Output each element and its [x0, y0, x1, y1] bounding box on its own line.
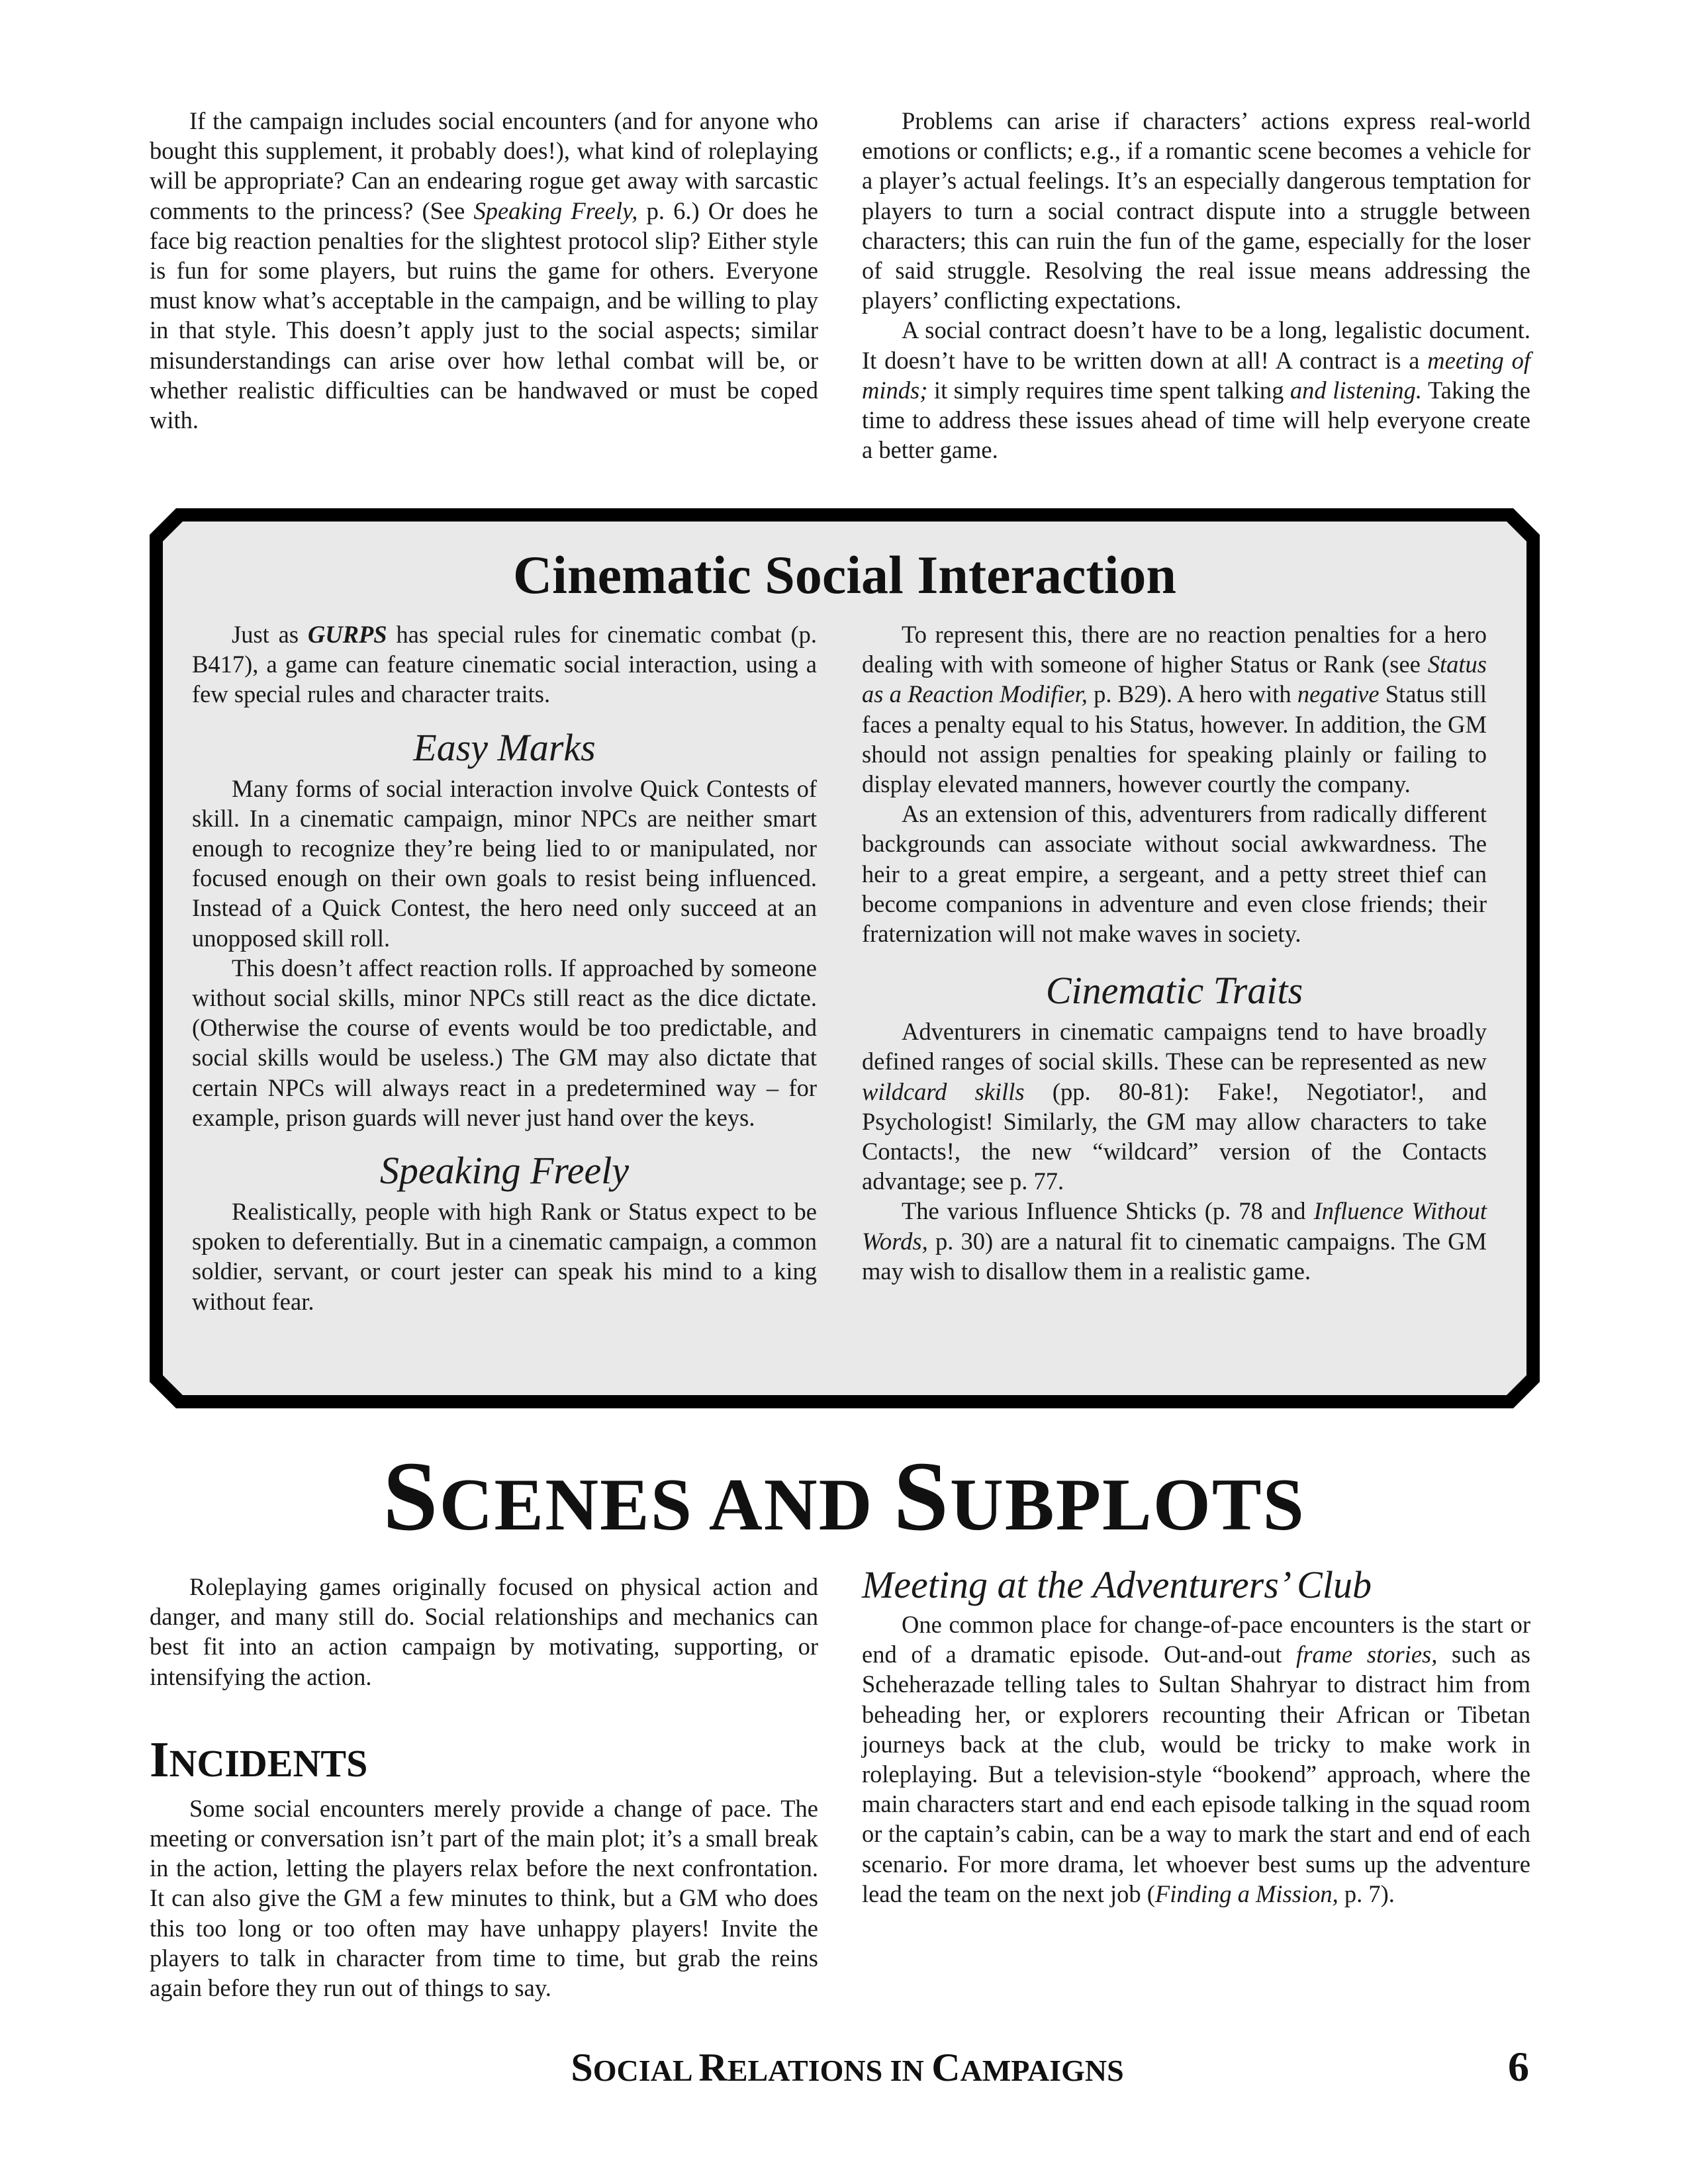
- speaking-freely-paragraph: Realistically, people with high Rank or Status expect to be spoken to deferentially. But in a cinematic campaign, a common soldier, servant, or court jester can speak his mind to a king without fear.: [192, 1198, 817, 1315]
- paragraph-social-contract: A social contract doesn’t have to be a long, legalistic document. It doesn’t have to be written down at all! A contract is a meeting of minds; it simply requires time spent talking and listening. Taking the time to address these issues ahead of time will help everyone create a better game.: [862, 316, 1531, 464]
- running-footer: SOCIAL RELATIONS IN CAMPAIGNS: [571, 2046, 1124, 2089]
- adventurers-club-heading: Meeting at the Adventurers’ Club: [862, 1563, 1372, 1606]
- sidebar-extension-paragraph: As an extension of this, adventurers from radically different backgrounds can associate without social awkwardness. The heir to a great empire, a sergeant, and a petty street thief can become companions in adventure and even close friends; their fraternization will not make waves in society.: [862, 800, 1487, 948]
- top-right-column: [862, 106, 1530, 465]
- sidebar-status-paragraph: To represent this, there are no reaction penalties for a hero dealing with with someone of higher Status or Rank (see Status as a Reaction Modifier, p. B29). A hero with negative Status still faces a penalty equal to his Status, however. In addition, the GM should not assign penalties for speaking plainly or failing to display elevated manners, however courtly the company.: [862, 621, 1487, 798]
- sidebar-title: Cinematic Social Interaction: [512, 545, 1177, 605]
- sidebar-intro: Just as GURPS has special rules for cinematic combat (p. B417), a game can feature cinematic social interaction, using a few special rules and character traits.: [192, 621, 817, 708]
- easy-marks-paragraph-1: Many forms of social interaction involve Quick Contests of skill. In a cinematic campaign, minor NPCs are neither smart enough to recognize they’re being lied to or manipulated, nor focused enough on their own goals to resist being influenced. Instead of a Quick Contest, the hero need only succeed at an unopposed skill roll.: [192, 774, 817, 952]
- scenes-intro-paragraph: Roleplaying games originally focused on physical action and danger, and many still do. Social relationships and mechanics can best fit into an action campaign by motivating, supporting, or intensifying the action.: [150, 1573, 818, 1690]
- cinematic-traits-heading: Cinematic Traits: [1045, 969, 1303, 1013]
- incidents-heading: INCIDENTS: [150, 1731, 368, 1788]
- top-left-column: [150, 106, 818, 435]
- cinematic-traits-paragraph-1: Adventurers in cinematic campaigns tend to have broadly defined ranges of social skills. These can be represented as new wildcard skills (pp. 80-81): Fake!, Negotiator!, and Psychologist! Similarly, the GM may allow characters to take Contacts!, the new “wildcard” version of the Contacts advantage; see p. 77.: [862, 1018, 1487, 1195]
- adventurers-club-paragraph: One common place for change-of-pace encounters is the start or end of a dramatic episode. Out-and-out frame stories, such as Scheherazade telling tales to Sultan Shahryar to distract him from beheading her, or explorers recounting their African or Tibetan journeys back at the club, would be tricky to make work in roleplaying. But a television-style “bookend” approach, where the main characters start and end each episode talking in the squad room or the captain’s cabin, can be a way to mark the start and end of each scenario. For more drama, let whoever best sums up the adventure lead the team on the next job (Finding a Mission, p. 7).: [862, 1611, 1530, 1907]
- speaking-freely-heading: Speaking Freely: [379, 1149, 630, 1193]
- page-number: 6: [1508, 2043, 1529, 2090]
- paragraph-problems: Problems can arise if characters’ actions express real-world emotions or conflicts; e.g., if a romantic scene becomes a vehicle for a player’s actual feelings. It’s an especially dangerous temptation for players to turn a social contract dispute into a struggle between characters; this can ruin the fun of the game, especially for the loser of said struggle. Resolving the real issue means addressing the players’ conflicting expectations.: [862, 107, 1530, 314]
- incidents-paragraph: Some social encounters merely provide a change of pace. The meeting or conversation isn’t part of the main plot; it’s a small break in the action, letting the players relax before the next confrontation. It can also give the GM a few minutes to think, but a GM who does this too long or too often may have unhappy players! Invite the players to talk in character from time to time, but grab the reins again before they run out of things to say.: [150, 1794, 818, 2002]
- bottom-left-column: [150, 1572, 818, 2003]
- easy-marks-paragraph-2: This doesn’t affect reaction rolls. If approached by someone without social skills, minor NPCs still react as the dice dictate. (Otherwise the course of events would be too predictable, and social skills would be useless.) The GM may also dictate that certain NPCs will always react in a predetermined way – for example, prison guards will never just hand over the keys.: [192, 954, 817, 1131]
- sidebar-right-column: [862, 619, 1487, 1286]
- chapter-title: SCENES AND SUBPLOTS: [383, 1441, 1305, 1551]
- paragraph-campaign-social: If the campaign includes social encounters (and for anyone who bought this supplement, it probably does!), what kind of roleplaying will be appropriate? Can an endearing rogue get away with sarcastic comments to the princess? (See Speaking Freely, p. 6.) Or does he face big reaction penalties for the slightest protocol slip? Either style is fun for some players, but ruins the game for others. Everyone must know what’s acceptable in the campaign, and be willing to play in that style. This doesn’t apply just to the social aspects; similar misunderstandings can arise over how lethal combat will be, or whether realistic difficulties can be handwaved or must be coped with.: [150, 107, 818, 434]
- cinematic-traits-paragraph-2: The various Influence Shticks (p. 78 and Influence Without Words, p. 30) are a natural fit to cinematic campaigns. The GM may wish to disallow them in a realistic game.: [862, 1197, 1487, 1285]
- easy-marks-heading: Easy Marks: [413, 725, 596, 769]
- bottom-right-column: [862, 1563, 1530, 1909]
- sidebar-left-column: [192, 619, 817, 1316]
